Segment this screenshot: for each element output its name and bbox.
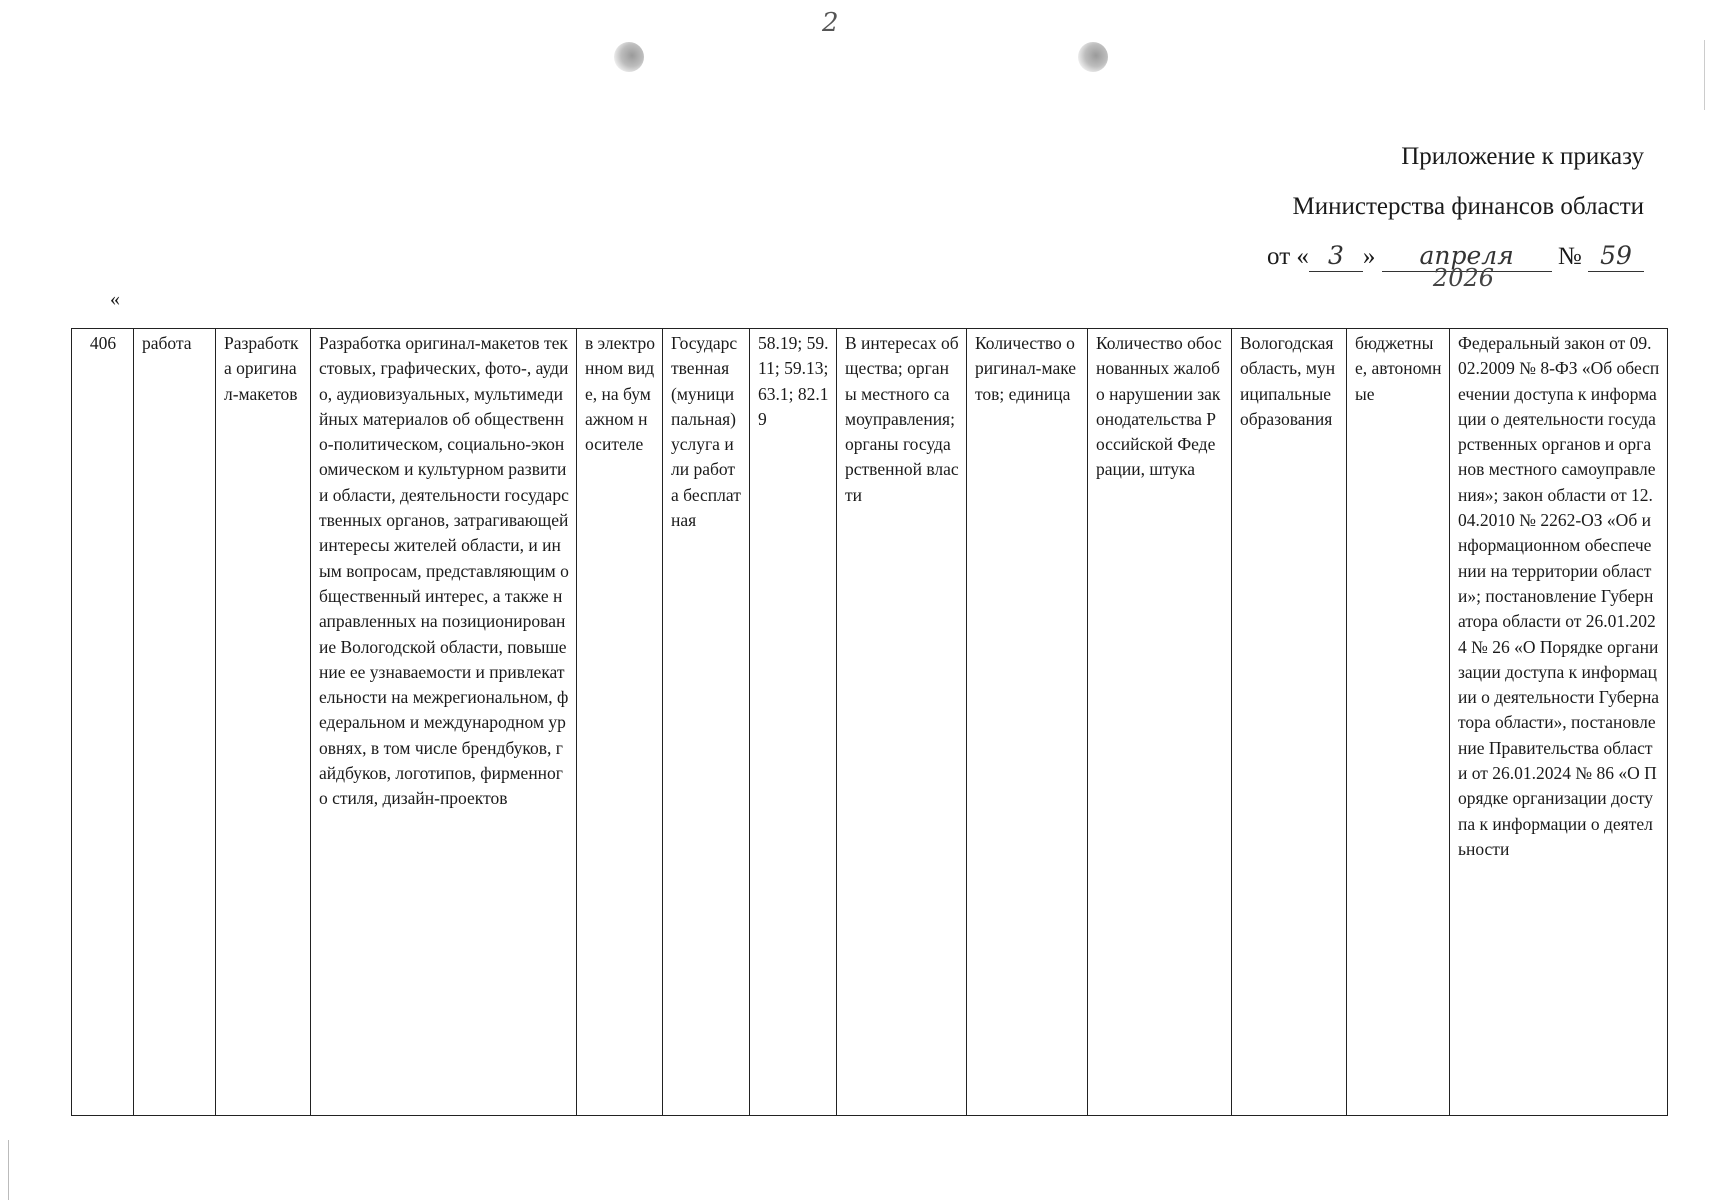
- order-day: 3: [1309, 241, 1363, 272]
- order-month: апреля: [1382, 241, 1552, 272]
- order-number-sign: №: [1557, 243, 1582, 270]
- appendix-header: [1267, 132, 1644, 292]
- appendix-ministry: Министерства финансов области: [1292, 193, 1644, 220]
- order-prefix: от «: [1267, 243, 1309, 270]
- order-quote-close: »: [1362, 243, 1376, 270]
- cell-volume-indicator: Количество оригинал-макетов; единица: [967, 329, 1088, 1116]
- cell-legal-basis: Федеральный закон от 09.02.2009 № 8-ФЗ «Об обеспечении доступа к информации о деятельности государственных органов и органов местного самоуправления»; закон области от 12.04.2010 № 2262-ОЗ «Об информационном обеспечении на территории области»; постановление Губернатора области от 26.01.2024 № 26 «О Порядке организации доступа к информации о деятельности Губернатора области», постановление Правительства области от 26.01.2024 № 86 «О Порядке организации доступа к информации о деятельности: [1450, 329, 1668, 1116]
- punch-hole-right: [1078, 42, 1108, 72]
- cell-type: работа: [134, 329, 216, 1116]
- cell-name: Разработка оригинал-макетов: [216, 329, 311, 1116]
- cell-quality-indicator: Количество обоснованных жалоб о нарушении законодательства Российской Федерации, штука: [1088, 329, 1232, 1116]
- cell-institution-type: бюджетные, автономные: [1347, 329, 1450, 1116]
- cell-payment: Государственная (муниципальная) услуга или работа бесплатная: [663, 329, 750, 1116]
- cell-okved: 58.19; 59.11; 59.13; 63.1; 82.19: [750, 329, 837, 1116]
- scan-edge-mark-right: [1704, 40, 1705, 110]
- page-number: 2: [822, 8, 839, 38]
- cell-consumers: В интересах общества; органы местного самоуправления; органы государственной власти: [837, 329, 967, 1116]
- order-number: 59: [1588, 241, 1644, 272]
- appendix-title: Приложение к приказу: [1401, 143, 1644, 170]
- opening-quote: «: [110, 288, 120, 310]
- cell-territory: Вологодская область, муниципальные образования: [1232, 329, 1347, 1116]
- order-year: 2026: [1432, 264, 1494, 292]
- scan-edge-mark: [8, 1140, 9, 1200]
- punch-hole-left: [614, 42, 644, 72]
- table-row: [72, 329, 1668, 1116]
- cell-form: в электронном виде, на бумажном носителе: [577, 329, 663, 1116]
- registry-table: [71, 328, 1668, 1116]
- cell-number: 406: [72, 329, 134, 1116]
- order-date-line: [1267, 232, 1644, 292]
- cell-content: Разработка оригинал-макетов текстовых, графических, фото-, аудио, аудиовизуальных, мультимедийных материалов об общественно-политическом, социально-экономическом и культурном развитии области, деятельности государственных органов, затрагивающей интересы жителей области, и иным вопросам, представляющим общественный интерес, а также направленных на позиционирование Вологодской области, повышение ее узнаваемости и привлекательности на межрегиональном, федеральном и международном уровнях, в том числе брендбуков, гайдбуков, логотипов, фирменного стиля, дизайн-проектов: [311, 329, 577, 1116]
